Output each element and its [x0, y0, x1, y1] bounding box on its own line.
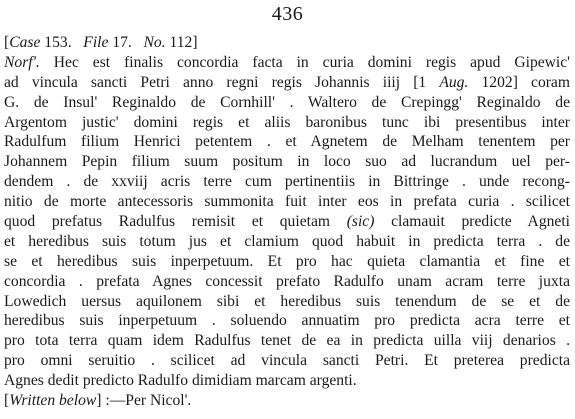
text-line-6: Johannem Pepin filium suum positum in loco suo ad lucrandum uel per- [4, 153, 570, 171]
case-reference-header [4, 33, 570, 53]
text-line-16: pro omni seruitio . scilicet ad vincula sancti Petri. Et preterea predicta [4, 352, 570, 370]
text-line-1 [4, 53, 570, 73]
text-line-9-a: quod prefatus Radulfus remisit et quietam [4, 213, 347, 231]
date-month: Aug. [439, 73, 469, 91]
page-number: 436 [271, 3, 304, 25]
text-line-15: pro tota terra quam idem Radulfus tenet de ea in predicta uilla viij denarios . [4, 332, 570, 350]
text-line-8: nitio de morte antecessoris summonita fuit inter eos in prefata curia . scilicet [4, 193, 570, 211]
file-label: File [83, 34, 109, 51]
text-line-2-a: ad vincula sancti Petri anno regni regis Johannis iiij [1 [4, 73, 440, 91]
county-name: Norf'. [4, 53, 40, 71]
endorsement-text: ] :—Per Nicol'. [96, 392, 192, 410]
no-label: No. [143, 34, 166, 51]
document-text [4, 33, 570, 411]
endorsement-label: Written below [9, 392, 97, 410]
endorsement-line [4, 391, 570, 411]
sic-annotation: (sic) [346, 213, 375, 231]
text-line-4: Argentom justic' domini regis et aliis baronibus tunc ibi presentibus inter [4, 113, 570, 131]
text-line-9 [4, 212, 570, 232]
header-close-bracket: ] [192, 34, 198, 51]
no-number: 112 [169, 34, 193, 51]
text-line-11: se et heredibus suis inperpetuum. Et pro hac quieta clamantia et fine et [4, 252, 570, 270]
file-number: 17. [112, 34, 132, 51]
text-line-10: et heredibus suis totum jus et clamium quod habuit in predicta terra . de [4, 232, 570, 250]
text-line-2 [4, 73, 570, 93]
text-line-2-b: 1202] coram [468, 73, 570, 91]
endorsement-open-bracket: [ [4, 392, 10, 410]
text-line-7: dendem . de xxviij acris terre cum pertinentiis in Bittringe . unde recong- [4, 173, 570, 191]
header-open-bracket: [ [4, 34, 10, 51]
text-line-5: Radulfum filium Henrici petentem . et Agnetem de Melham tenentem per [4, 133, 570, 151]
text-line-9-b: clamauit predicte Agneti [374, 213, 570, 231]
text-line-1-body: Hec est finalis concordia facta in curia domini regis apud Gipewic' [39, 53, 570, 71]
case-label: Case [9, 34, 41, 51]
case-number: 153. [44, 34, 72, 51]
text-line-17: Agnes dedit predicto Radulfo dimidiam marcam argenti. [4, 372, 357, 390]
text-line-13: Lowedich uersus aquilonem sibi et heredibus suis tenendum de se et de [4, 292, 570, 310]
text-line-14: heredibus suis inperpetuum . soluendo annuatim pro predicta acra terre et [4, 312, 570, 330]
text-line-3: G. de Insul' Reginaldo de Cornhill' . Waltero de Crepingg' Reginaldo de [4, 93, 570, 111]
text-line-12: concordia . prefata Agnes concessit prefato Radulfo unam acram terre juxta [4, 272, 570, 290]
